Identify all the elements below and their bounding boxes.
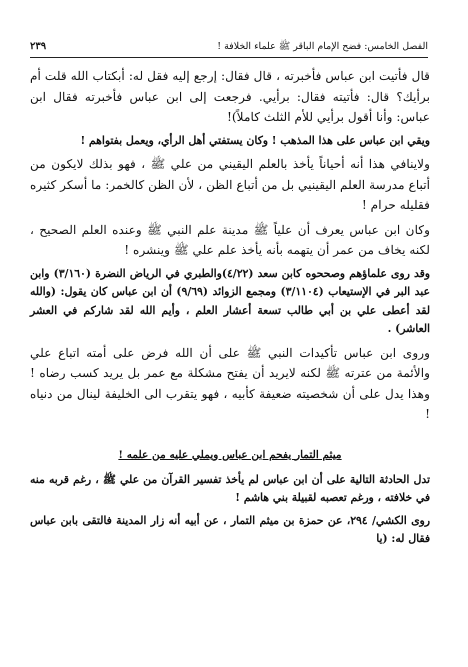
paragraph: وكان ابن عباس يعرف أن علياً ﷺ مدينة علم النبي ﷺ وعنده العلم الصحيح ، لكنه يخاف من عمر أن يتهمه بأنه يأخذ علم علي ﷺ وينشره ! — [30, 222, 430, 257]
citation-paragraph: وقد روى علماؤهم وصححوه كابن سعد (٤/٢٢)والطبري في الرياض النضرة (٣/١٦٠) وابن عبد البر في الإستيعاب (٣/١١٠٤) ومجمع الزوائد (٩/٦٩) أن ابن عباس كان يقول: (والله لقد أعطى علي بن أبي طالب تسعة أعشار العلم ، وأيم الله لقد شاركم في العشر العاشر) . — [30, 266, 431, 335]
paragraph: ولاينافي هذا أنه أحياناً يأخذ بالعلم اليقيني من علي ﷺ ، فهو بذلك لايكون من أتباع مدرسة العلم اليقينيي بل من أتباع الظن ، لأن الظن كالخمر: ما أسكر كثيره فقليله حرام ! — [30, 157, 430, 212]
page-number: ٢٣٩ — [30, 41, 47, 52]
page-body — [30, 66, 430, 553]
bold-paragraph: روى الكشي/ ٢٩٤، عن حمزة بن ميثم التمار ، عن أبيه أنه زار المدينة فالتقى بابن عباس فقال له: (يا — [30, 513, 430, 545]
paragraph: وروى ابن عباس تأكيدات النبي ﷺ على أن الله فرض على أمته اتباع علي والأئمة من عترته ﷺ لكنه لايريد أن يفتح مشكلة مع عمر بل يريد كسب رضاه ! وهذا يدل على أن شخصيته ضعيفة كأبيه ، فهو يتقرب الى الخليفة لينال من دنياه ! — [30, 345, 430, 421]
bold-paragraph: ويقي ابن عباس على هذا المذهب ! وكان يستفتي أهل الرأي، ويعمل بفتواهم ! — [80, 133, 430, 147]
section-heading: ميثم التمار يفحم ابن عباس ويملي عليه من علمه ! — [118, 448, 342, 461]
spacer — [30, 429, 430, 443]
page-header — [30, 40, 428, 58]
bold-paragraph: تدل الحادثة التالية على أن ابن عباس لم يأخذ تفسير القرآن من علي ﷺ ، رغم قربه منه في خلافته ، ورغم تعصبه لقبيلة بني هاشم ! — [30, 472, 430, 504]
paragraph: قال فأتيت ابن عباس فأخبرته ، قال فقال: إرجع إليه فقل له: أبكتاب الله قلت أم برأيك؟ قال: فأتيته فقال: برأيي. فرجعت إلى ابن عباس فأخبرته فقال ابن عباس: وأنا أقول برأيي للأم الثلث كاملاً)! — [30, 69, 430, 124]
chapter-title: الفصل الخامس: فضح الإمام الباقر ﷺ علماء الخلافة ! — [217, 41, 428, 52]
